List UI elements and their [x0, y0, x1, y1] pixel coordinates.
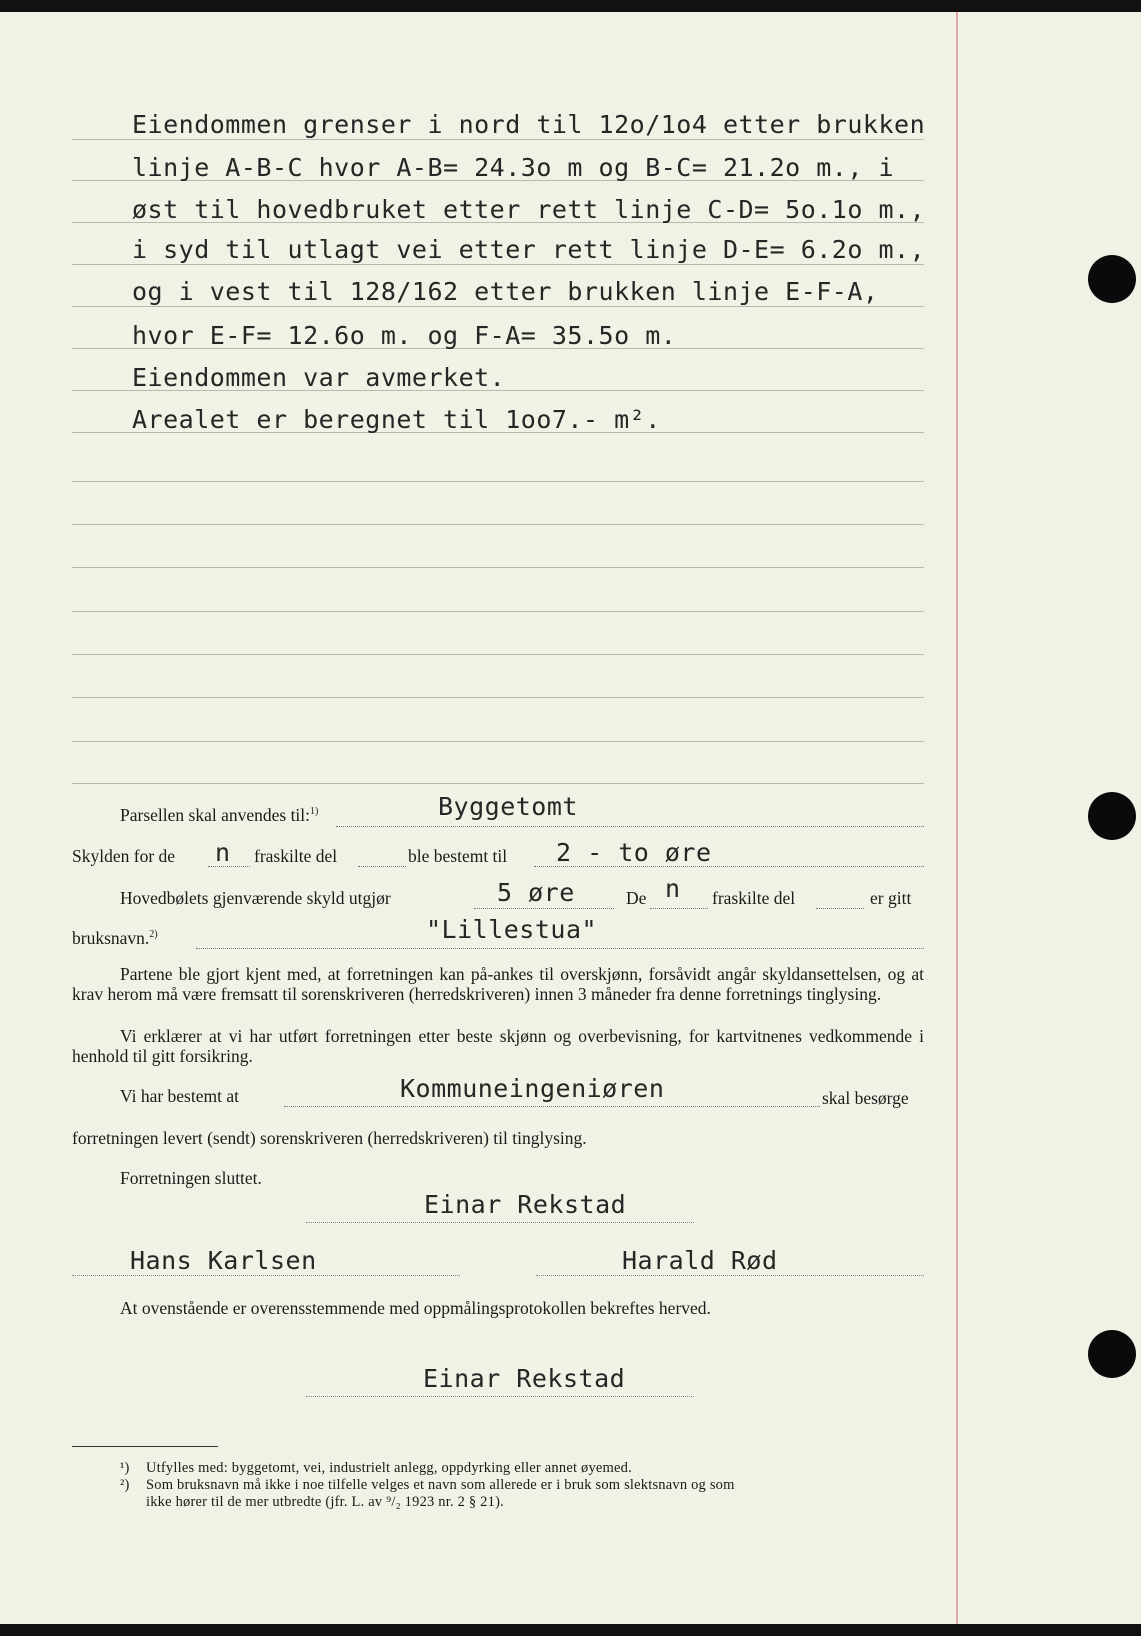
ruled-line [72, 264, 924, 265]
footnote-2-line-1: Som bruksnavn må ikke i noe tilfelle velges et navn som allerede er i bruk som slektsnavn og som [146, 1477, 735, 1493]
parsellen-field-line [336, 826, 924, 827]
document-page [0, 12, 1141, 1624]
typed-line-6: hvor E-F= 12.6o m. og F-A= 35.5o m. [132, 321, 677, 350]
footnote-2-mark: ²) [120, 1477, 130, 1493]
binder-hole [1088, 1330, 1136, 1378]
footnote-1-text: Utfylles med: byggetomt, vei, industrielt anlegg, oppdyrking eller annet øyemed. [146, 1460, 632, 1476]
hoved-n-line [650, 908, 708, 909]
signature-4: Einar Rekstad [423, 1364, 626, 1393]
signature-1-line [306, 1222, 694, 1223]
typed-line-7: Eiendommen var avmerket. [132, 363, 506, 392]
footnote-1-mark: ¹) [120, 1460, 130, 1476]
footnote-2-line-2: ikke hører til de mer utbredte (jfr. L. av ⁹/₂ 1923 nr. 2 § 21). [146, 1494, 504, 1510]
bruksnavn-field-line [196, 948, 924, 949]
margin-line [956, 12, 958, 1624]
sluttet-text: Forretningen sluttet. [120, 1168, 262, 1188]
ruled-line [72, 654, 924, 655]
parsellen-value: Byggetomt [438, 792, 578, 821]
binder-hole [1088, 792, 1136, 840]
typed-line-8: Arealet er beregnet til 1oo7.- m². [132, 405, 661, 434]
skylden-mid-line [358, 866, 406, 867]
appeal-paragraph: Partene ble gjort kjent med, at forretningen kan på-ankes til overskjønn, forsåvidt angår skyldansettelsen, og at krav herom må være fremsatt til sorenskriveren (herredskriveren) innen 3 måneder fra denne forretnings tinglysing. [72, 964, 924, 1004]
signature-2-line [72, 1275, 460, 1276]
hoved-field-line [474, 908, 614, 909]
hoved-n: n [665, 874, 681, 903]
typed-line-5: og i vest til 128/162 etter brukken linje E-F-A, [132, 277, 879, 306]
signature-4-line [306, 1396, 694, 1397]
declaration-paragraph: Vi erklærer at vi har utført forretningen etter beste skjønn og overbevisning, for kartvitnenes vedkommende i henhold til gitt forsikring. [72, 1026, 924, 1066]
skylden-label: Skylden for de [72, 846, 176, 866]
ruled-line [72, 139, 924, 140]
bestemt-field-line [284, 1106, 820, 1107]
signature-3: Harald Rød [622, 1246, 778, 1275]
skylden-fraskilte: fraskilte del [254, 846, 338, 866]
typed-line-3: øst til hovedbruket etter rett linje C-D= 5o.1o m., [132, 195, 926, 224]
ruled-line [72, 524, 924, 525]
levert-text: forretningen levert (sendt) sorenskriveren (herredskriveren) til tinglysing. [72, 1128, 587, 1148]
ruled-line [72, 741, 924, 742]
signature-2: Hans Karlsen [130, 1246, 317, 1275]
ruled-line [72, 481, 924, 482]
typed-line-4: i syd til utlagt vei etter rett linje D-E= 6.2o m., [132, 235, 926, 264]
hoved-de: De [626, 888, 647, 908]
ruled-line [72, 783, 924, 784]
ruled-line [72, 611, 924, 612]
hoved-label: Hovedbølets gjenværende skyld utgjør [120, 888, 391, 908]
hoved-gitt: er gitt [870, 888, 912, 908]
bestemt-label: Vi har bestemt at [120, 1086, 239, 1106]
ruled-line [72, 306, 924, 307]
ruled-line [72, 567, 924, 568]
hoved-value: 5 øre [497, 878, 575, 907]
signature-3-line [536, 1275, 924, 1276]
footnote-rule [72, 1446, 218, 1447]
bestemt-value: Kommuneingeniøren [400, 1074, 665, 1103]
skylden-value: 2 - to øre [556, 838, 712, 867]
bruksnavn-value: "Lillestua" [426, 915, 598, 944]
typed-line-1: Eiendommen grenser i nord til 12o/1o4 etter brukken [132, 110, 926, 139]
binder-hole [1088, 255, 1136, 303]
skylden-n: n [215, 838, 231, 867]
hoved-mid-line [816, 908, 864, 909]
besorge-label: skal besørge [822, 1088, 909, 1108]
parsellen-label: Parsellen skal anvendes til:$^{1)}$ [120, 805, 319, 825]
hoved-fraskilte: fraskilte del [712, 888, 796, 908]
skylden-bestemt: ble bestemt til [408, 846, 508, 866]
bruksnavn-label: bruksnavn.$^{2)}$ [72, 928, 158, 948]
confirm-text: At ovenstående er overensstemmende med oppmålingsprotokollen bekreftes herved. [120, 1298, 711, 1318]
typed-line-2: linje A-B-C hvor A-B= 24.3o m og B-C= 21.2o m., i [132, 153, 895, 182]
ruled-line [72, 697, 924, 698]
signature-1: Einar Rekstad [424, 1190, 627, 1219]
